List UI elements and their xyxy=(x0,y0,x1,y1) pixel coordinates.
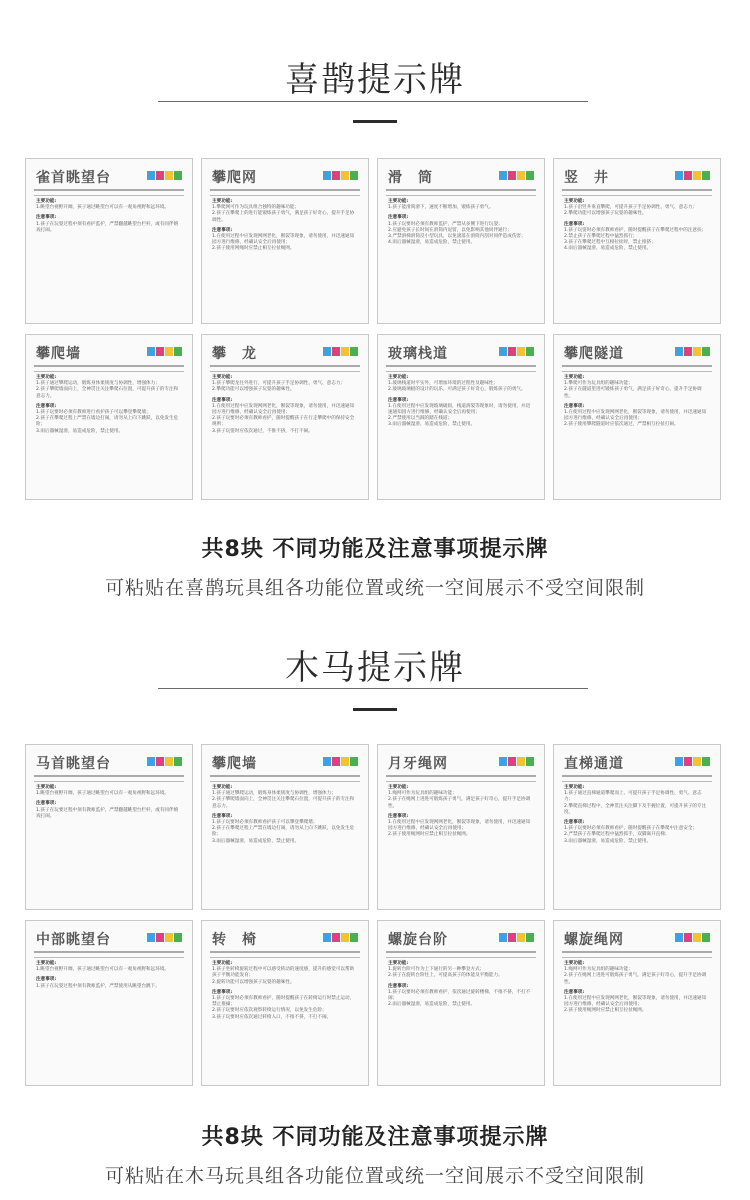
sign-card xyxy=(553,744,721,910)
note-line: 3.雨后器械湿滑，易造成危险，禁止使用。 xyxy=(212,838,300,844)
color-logo-icon xyxy=(499,347,534,357)
sign-body xyxy=(388,375,534,429)
color-logo-icon xyxy=(147,171,182,181)
sign-body xyxy=(388,785,534,839)
title-rule xyxy=(562,365,712,367)
sign-grid xyxy=(25,744,723,1090)
sign-body xyxy=(564,961,710,1015)
title-rule xyxy=(562,951,712,953)
function-heading: 主要功能: xyxy=(564,785,585,790)
section-title: 木马提示牌 xyxy=(285,648,465,688)
sign-body xyxy=(212,785,358,845)
notes-heading: 注意事项: xyxy=(564,403,585,409)
note-line: 3.孩子玩耍时应依次通过，不推不挤，不打不闹。 xyxy=(212,428,313,434)
sign-title: 螺旋台阶 xyxy=(388,932,448,948)
title-rule xyxy=(34,189,184,191)
function-heading: 主要功能: xyxy=(36,961,57,966)
title-dash xyxy=(353,120,397,123)
note-line: 3.雨后器械湿滑，易造成危险，禁止使用。 xyxy=(388,422,476,428)
notes-heading: 注意事项: xyxy=(564,221,585,227)
note-line: 2.孩子玩要时应依次观察转椅运行情况，以免发生危险； xyxy=(212,1008,327,1014)
function-heading: 主要功能: xyxy=(212,199,233,204)
function-line: 1.孩子沿竖井垂直攀爬，可提升孩子手足协调性、勇气、意志力； xyxy=(564,205,698,211)
note-line: 3.孩子在攀爬过程中互相拉扯时，禁止推挤； xyxy=(564,240,656,246)
function-line: 1.眺望台视野开阔，孩子通过眺望台可以有一观角视野和远环境。 xyxy=(36,791,170,797)
title-rule xyxy=(386,951,536,953)
notes-heading: 注意事项: xyxy=(388,813,409,819)
note-line: 1.孩子玩要时必须有教师进行看护孩子可以攀登攀爬墙； xyxy=(36,410,151,416)
sign-body xyxy=(388,199,534,246)
sign-title: 转 椅 xyxy=(212,932,257,948)
sign-title: 攀爬网 xyxy=(212,170,257,186)
title-rule xyxy=(34,365,184,367)
function-line: 1.孩子通过攀爬运动，锻炼身体柔韧度与协调性，增强体力； xyxy=(36,381,160,387)
sign-card xyxy=(553,334,721,500)
color-logo-icon xyxy=(323,171,358,181)
color-logo-icon xyxy=(147,757,182,767)
function-heading: 主要功能: xyxy=(36,199,57,204)
sign-card xyxy=(201,158,369,324)
color-logo-icon xyxy=(675,757,710,767)
note-line: 2.孩子使用网绳时应禁止相互拉扯绳网。 xyxy=(212,246,295,252)
note-line: 1.孩子玩要时必须有教师看护孩子可以攀登攀爬墙； xyxy=(212,820,318,826)
color-logo-icon xyxy=(499,757,534,767)
section-title: 喜鹊提示牌 xyxy=(285,60,465,100)
sign-title: 攀 龙 xyxy=(212,346,257,362)
sign-title: 滑 筒 xyxy=(388,170,433,186)
function-line: 2.孩子在隧道里进可锻炼孩子勇气，满足孩子好奇心，提升手足协调性。 xyxy=(564,387,702,399)
note-line: 2.孩子使用绳网时应禁止相互拉扯绳网。 xyxy=(388,832,471,838)
function-line: 2.玻璃玻璃板的设计的玩乐，可满足孩子好奇心，锻炼孩子的勇气。 xyxy=(388,387,526,393)
caption-sub: 可粘贴在喜鹊玩具组各功能位置或统一空间展示不受空间限制 xyxy=(104,577,645,599)
function-heading: 主要功能: xyxy=(36,785,57,790)
sign-body xyxy=(212,961,358,1021)
color-logo-icon xyxy=(675,171,710,181)
sign-title: 马首眺望台 xyxy=(36,756,111,772)
notes-heading: 注意事项: xyxy=(388,397,409,403)
notes-heading: 注意事项: xyxy=(564,820,585,826)
note-line: 3.孩子玩要时应依次通过转椅入口，不推不挤，不打不闹。 xyxy=(212,1014,332,1020)
note-line: 1.在使用过程中应发现玻璃破损，栈道滑裂等现象时，请勿使用，并迅速通知园方进行维修，经确认安全后再使用； xyxy=(388,403,531,416)
color-logo-icon xyxy=(323,757,358,767)
sign-card xyxy=(201,744,369,910)
function-line: 2.孩子在旋转台阶往上，可提高孩子的体能及平衡能力。 xyxy=(388,973,503,979)
sign-title: 攀爬隧道 xyxy=(564,346,624,362)
color-logo-icon xyxy=(499,171,534,181)
note-line: 2.孩子使用攀爬隧道时应依次通过，严禁相互拉扯打闹。 xyxy=(564,422,679,428)
sign-card xyxy=(553,158,721,324)
note-line: 2.应避免孩子长时间在滑筒内逗留，以免影响其他同伴通行； xyxy=(388,227,512,233)
title-rule xyxy=(210,189,360,191)
notes-heading: 注意事项: xyxy=(564,989,585,995)
function-heading: 主要功能: xyxy=(388,961,409,966)
note-line: 3.雨后器械湿滑，易造成危险，禁止使用。 xyxy=(36,428,124,434)
sign-body xyxy=(36,961,182,990)
function-heading: 主要功能: xyxy=(388,375,409,380)
notes-heading: 注意事项: xyxy=(212,227,233,233)
function-line: 2.孩子在绳网上进进可锻炼孩子勇气，满足孩子好奇心，提升手足协调性。 xyxy=(564,973,707,985)
note-line: 1.在使用过程中应发现网网老化，断裂等现象，请勿使用，并迅速通知园方进行维修，经确认安全后再使用； xyxy=(564,410,707,422)
sign-card xyxy=(25,158,193,324)
title-dash xyxy=(353,708,397,711)
sign-title: 中部眺望台 xyxy=(36,932,111,948)
sign-title: 攀爬墙 xyxy=(36,346,81,362)
sign-title: 攀爬墙 xyxy=(212,756,257,772)
function-line: 1.玻璃栈道时平实外，可增加环境的过程性及趣味性； xyxy=(388,381,499,387)
function-line: 2.攀爬功能可以增强孩子玩耍的趣味性。 xyxy=(564,211,647,217)
sign-body xyxy=(564,199,710,253)
note-line: 2.禁止孩子在攀爬过程中猛烈抓行； xyxy=(564,234,638,240)
color-logo-icon xyxy=(499,933,534,943)
function-line: 1.孩子能滑筒滑下，速度不断增加，锻炼孩子勇气。 xyxy=(388,205,494,211)
sign-body xyxy=(212,375,358,435)
sign-body xyxy=(388,961,534,1008)
sign-card xyxy=(377,744,545,910)
note-line: 1.在使用过程中应发现网网老化，断裂等现象，请勿使用，并迅速通知园方进行维修，经确认安全后再使用； xyxy=(388,820,531,832)
sign-title: 直梯通道 xyxy=(564,756,624,772)
function-heading: 主要功能: xyxy=(212,961,233,966)
note-line: 2.孩子在攀爬过程上严禁在墙边打闹，请勿从上向下跳跃，以免发生危险； xyxy=(212,826,355,838)
sign-body xyxy=(564,375,710,429)
function-line: 1.眺望台视野开阔，孩子通过眺望台可以有一观角视野和远环境。 xyxy=(36,967,170,973)
notes-heading: 注意事项: xyxy=(36,403,57,409)
function-heading: 主要功能: xyxy=(36,375,57,380)
sign-card xyxy=(201,334,369,500)
sign-body xyxy=(564,785,710,845)
function-line: 1.攀爬网可作为玩具组合独特的趣味功能； xyxy=(212,205,300,211)
function-line: 1.眺望台视野开阔，孩子通过眺望台可以有一观角视野和远环境。 xyxy=(36,205,170,211)
sign-body xyxy=(36,199,182,234)
title-underline xyxy=(158,101,588,102)
color-logo-icon xyxy=(323,933,358,943)
function-line: 1.旋转台阶可作为上下通行的另一种攀登方式； xyxy=(388,967,485,973)
note-line: 1.孩子在玩耍过程中须有教师监护，严禁使用从眺望台跳下。 xyxy=(36,983,160,989)
note-line: 2.孩子玩要时必须有教师看护，随时提醒孩子在行走攀爬中的保持安全规则； xyxy=(212,416,355,428)
function-line: 1.孩子通过直梯通道攀爬而上，可提升孩子手足协调性、勇气、意志力； xyxy=(564,791,702,803)
sign-card xyxy=(377,158,545,324)
color-logo-icon xyxy=(147,933,182,943)
sign-card xyxy=(25,920,193,1086)
color-logo-icon xyxy=(675,933,710,943)
note-line: 2.雨后器械湿滑，易造成危险，禁止使用。 xyxy=(388,1002,476,1008)
notes-heading: 注意事项: xyxy=(388,983,409,989)
sign-card xyxy=(25,334,193,500)
note-line: 1.孩子玩要时必须有教师监护，严禁从多侧下进行玩耍； xyxy=(388,221,503,227)
title-underline xyxy=(158,688,588,689)
function-line: 2.孩子在绳网上进进可锻炼孩子勇气，满足孩子好奇心，提升手足协调性。 xyxy=(388,797,531,809)
sign-card xyxy=(377,334,545,500)
sign-title: 竖 井 xyxy=(564,170,609,186)
title-rule xyxy=(386,189,536,191)
notes-heading: 注意事项: xyxy=(36,977,57,983)
function-heading: 主要功能: xyxy=(564,375,585,380)
function-heading: 主要功能: xyxy=(212,785,233,790)
sign-body xyxy=(36,785,182,820)
sign-title: 雀首眺望台 xyxy=(36,170,111,186)
sign-body xyxy=(212,199,358,253)
function-heading: 主要功能: xyxy=(388,199,409,204)
sign-card xyxy=(553,920,721,1086)
function-line: 2.孩子在攀爬上的进行能锻炼孩子勇气，满足孩子好奇心，提升手足协调性。 xyxy=(212,211,355,223)
note-line: 3.雨后器械湿滑，易造成危险，禁止使用。 xyxy=(564,838,652,844)
sign-card xyxy=(377,920,545,1086)
title-rule xyxy=(562,189,712,191)
function-line: 2.旋转功能可以增强孩子玩耍的趣味性。 xyxy=(212,979,295,985)
caption-main: 共8块 不同功能及注意事项提示牌 xyxy=(201,1125,549,1150)
function-heading: 主要功能: xyxy=(212,375,233,380)
title-rule xyxy=(34,951,184,953)
note-line: 2.孩子在攀爬过程上严禁在墙边打闹，请勿从上向下跳跃，以免发生危险； xyxy=(36,416,179,428)
note-line: 3.严禁滑梯滑筒反小型玩具，以免滚落在滑筒内刮对同伴造成伤害； xyxy=(388,234,526,240)
title-rule xyxy=(210,775,360,777)
notes-heading: 注意事项: xyxy=(212,989,233,995)
notes-heading: 注意事项: xyxy=(212,813,233,819)
notes-heading: 注意事项: xyxy=(388,215,409,221)
notes-heading: 注意事项: xyxy=(36,215,57,221)
note-line: 4.雨后器械湿滑，易造成危险，禁止使用。 xyxy=(388,240,476,246)
note-line: 1.孩子在玩耍过程中须有看护监护，严禁翻越眺望台栏杆，或有同伴嬉戏打闹。 xyxy=(36,221,179,233)
note-line: 1.孩子在玩要过程中须有教师监护，严禁翻越眺望台栏杆，或有同伴嬉戏打闹。 xyxy=(36,807,179,819)
title-rule xyxy=(386,365,536,367)
note-line: 2.严禁孩子在攀爬过程中猛烈抓手，双脚离开直梯； xyxy=(564,832,670,838)
caption-main: 共8块 不同功能及注意事项提示牌 xyxy=(201,537,549,562)
notes-heading: 注意事项: xyxy=(212,397,233,403)
sign-grid xyxy=(25,158,723,504)
color-logo-icon xyxy=(323,347,358,357)
function-line: 1.绳网可作为玩具组的趣味功能； xyxy=(564,967,633,973)
function-line: 2.攀爬直梯过程中，全神贯注关注脚下及手握位置，可提升孩子的专注度。 xyxy=(564,803,707,815)
function-line: 1.绳网可作为玩具组的趣味功能； xyxy=(388,791,457,797)
sign-card xyxy=(25,744,193,910)
note-line: 2.严禁使用以当踩的踏在栈道； xyxy=(388,416,453,422)
note-line: 1.在使用过程中应发现网网老化，断裂等现象，请勿使用，并迅速通知园方进行维修，经确认安全后再使用； xyxy=(212,403,355,416)
function-heading: 主要功能: xyxy=(388,785,409,790)
color-logo-icon xyxy=(675,347,710,357)
note-line: 1.在使用过程中应发现网网老化，断裂等现象，请勿使用，并迅速通知园方进行维修，经确认安全后再使用； xyxy=(564,996,707,1008)
notes-heading: 注意事项: xyxy=(36,801,57,807)
sign-title: 螺旋绳网 xyxy=(564,932,624,948)
function-line: 1.孩子攀爬龙往外进行，可提升孩子手足协调性、勇气、意志力； xyxy=(212,381,346,387)
function-line: 1.攀爬可作为玩具组的趣味功能； xyxy=(564,381,633,387)
function-line: 2.孩子攀爬墙面向上，全神贯注关注攀爬石位置，可提升孩子的专注和意志力。 xyxy=(36,387,179,399)
function-line: 1.孩子通过攀爬运动，锻炼身体柔韧度与协调性，增强体力； xyxy=(212,791,336,797)
function-line: 2.攀爬功能可以增强孩子玩耍的趣味性。 xyxy=(212,387,295,393)
note-line: 1.孩子玩要时必须有教师看护，依次通过旋转楼梯，不推不挤，不打不闹； xyxy=(388,989,531,1002)
sign-title: 玻璃栈道 xyxy=(388,346,448,362)
function-line: 2.孩子攀爬墙面向上，全神贯注关注攀爬石位置，可提升孩子的专注和意志力。 xyxy=(212,797,355,809)
title-rule xyxy=(562,775,712,777)
function-heading: 主要功能: xyxy=(564,199,585,204)
sign-card xyxy=(201,920,369,1086)
caption-sub: 可粘贴在木马玩具组各功能位置或统一空间展示不受空间限制 xyxy=(104,1165,645,1187)
sign-body xyxy=(36,375,182,435)
title-rule xyxy=(386,775,536,777)
note-line: 1.孩子玩要时必须有教师看护，随时提醒孩子在转椅运行时禁止运动，禁止推搡； xyxy=(212,996,355,1008)
title-rule xyxy=(210,951,360,953)
note-line: 1.孩子玩要时必须有教师看护，随时提醒孩子在攀爬中注意安全； xyxy=(564,826,698,832)
title-rule xyxy=(34,775,184,777)
function-line: 1.孩子坐转椅旋转过程中可以感受转动的速度感，提升的感觉可以帮助孩子平衡功能发育； xyxy=(212,967,355,979)
sign-title: 月牙绳网 xyxy=(388,756,448,772)
function-heading: 主要功能: xyxy=(564,961,585,966)
note-line: 1.在使用过程中应发现网网老化，断裂等现象，请勿使用，并迅速通知园方进行维修，经确认安全后再使用； xyxy=(212,234,355,246)
note-line: 4.雨后器械湿滑，易造成危险，禁止使用。 xyxy=(564,246,652,252)
note-line: 2.孩子使用绳网时应禁止相互拉扯绳网。 xyxy=(564,1008,647,1014)
color-logo-icon xyxy=(147,347,182,357)
title-rule xyxy=(210,365,360,367)
note-line: 1.孩子玩耍时必须有教师看护，随时提醒孩子在攀爬过程中的注意扶； xyxy=(564,227,707,233)
